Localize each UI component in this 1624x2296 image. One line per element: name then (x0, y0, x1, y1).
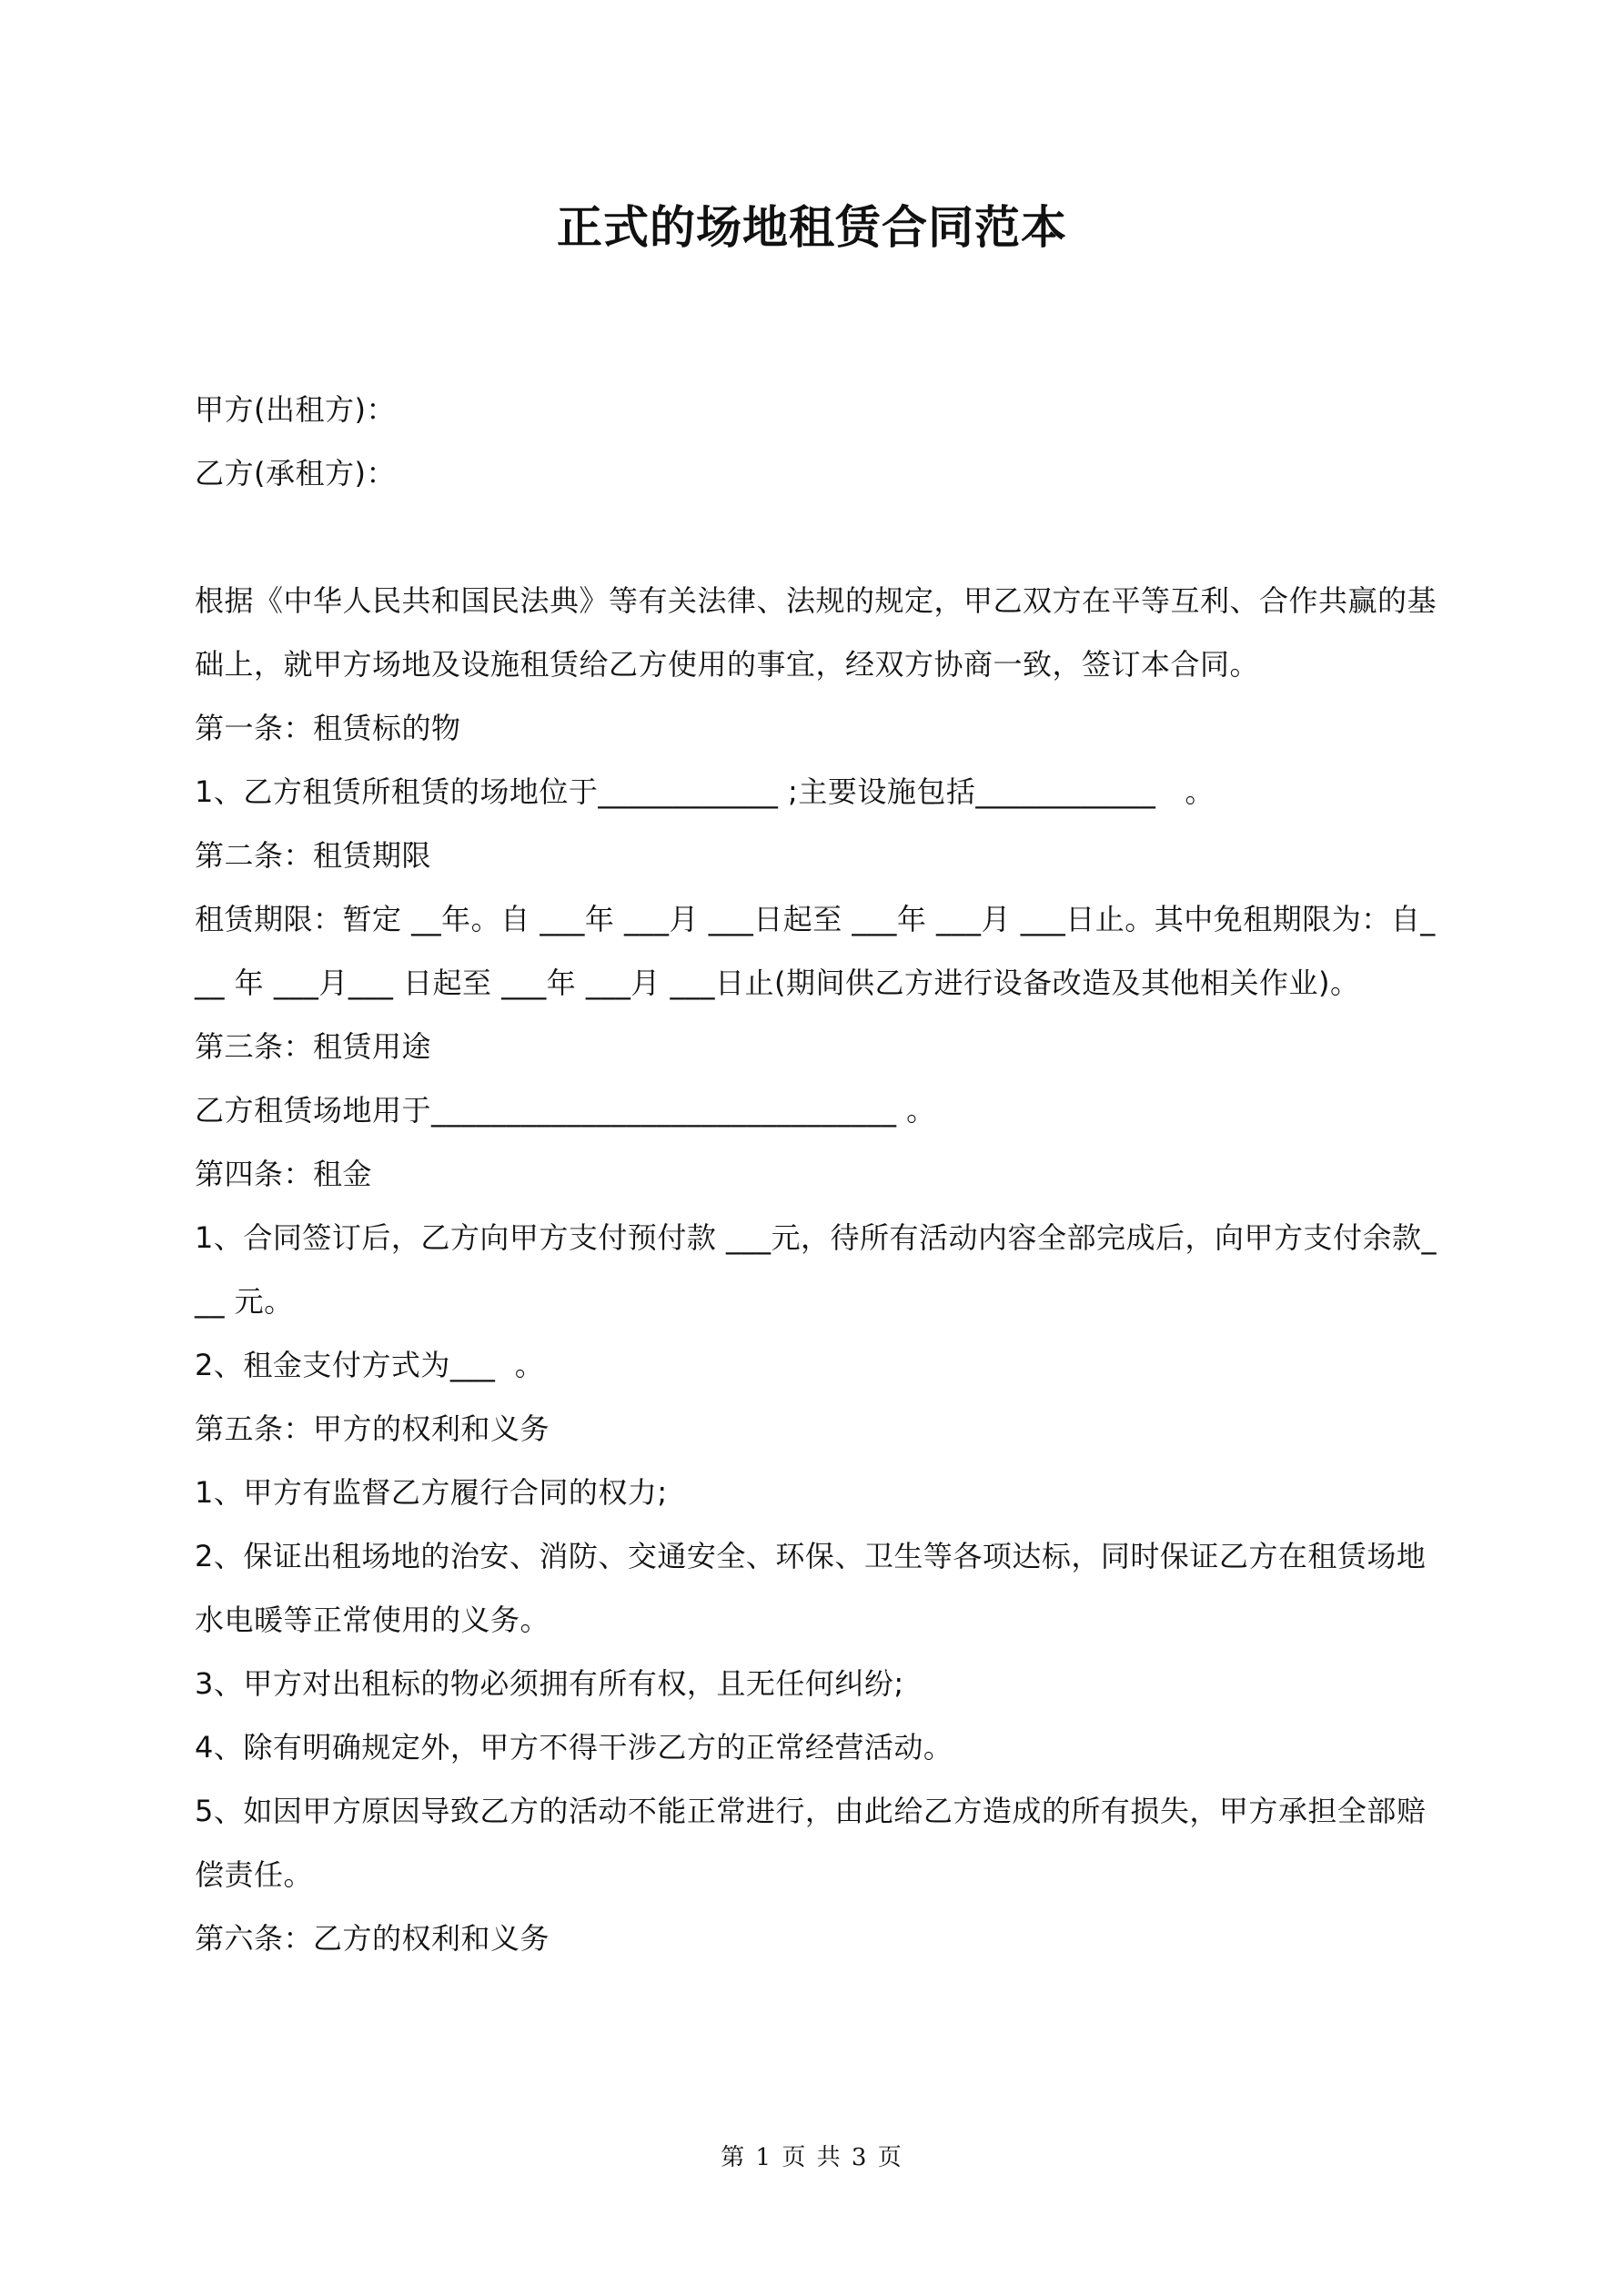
document-body (195, 378, 1443, 1970)
article-1-heading: 第一条：租赁标的物 (195, 711, 461, 745)
party-b-line: 乙方(承租方)： (195, 456, 396, 491)
page-footer: 第 1 页 共 3 页 (721, 2144, 903, 2171)
article-4-item-2: 2、租金支付方式为___ 。 (195, 1348, 545, 1382)
article-5-heading: 第五条：甲方的权利和义务 (195, 1411, 550, 1446)
article-2-heading: 第二条：租赁期限 (195, 838, 432, 873)
article-2-item-1: 租赁期限：暂定 __年。自 ___年 ___月 ___日起至 ___年 ___月 ___日止。其中免租期限为：自___ 年 ___月___ 日起至 ___年 ___月 ___日止(期间供乙方进行设备改造及其他相关作业)。 (195, 902, 1436, 1000)
preamble-paragraph: 根据《中华人民共和国民法典》等有关法律、法规的规定，甲乙双方在平等互利、合作共赢的基础上，就甲方场地及设施租赁给乙方使用的事宜，经双方协商一致，签订本合同。 (195, 583, 1437, 682)
article-4-item-1: 1、合同签订后，乙方向甲方支付预付款 ___元，待所有活动内容全部完成后，向甲方支付余款___ 元。 (195, 1220, 1437, 1319)
spacer (195, 505, 1443, 569)
article-6-heading: 第六条：乙方的权利和义务 (195, 1921, 550, 1956)
document-title: 正式的场地租赁合同范本 (557, 200, 1067, 254)
article-5-item-5: 5、如因甲方原因导致乙方的活动不能正常进行，由此给乙方造成的所有损失，甲方承担全部赔偿责任。 (195, 1794, 1427, 1892)
party-a-line: 甲方(出租方)： (195, 392, 396, 427)
article-3-item-1: 乙方租赁场地用于_______________________________ 。 (195, 1093, 936, 1128)
article-5-item-1: 1、甲方有监督乙方履行合同的权力; (195, 1475, 668, 1510)
article-1-item-1: 1、乙方租赁所租赁的场地位于____________ ;主要设施包括____________ 。 (195, 774, 1215, 809)
article-5-item-2: 2、保证出租场地的治安、消防、交通安全、环保、卫生等各项达标，同时保证乙方在租赁场地水电暖等正常使用的义务。 (195, 1539, 1427, 1637)
article-5-item-4: 4、除有明确规定外，甲方不得干涉乙方的正常经营活动。 (195, 1730, 953, 1765)
article-4-heading: 第四条：租金 (195, 1157, 373, 1191)
article-3-heading: 第三条：租赁用途 (195, 1029, 432, 1064)
article-5-item-3: 3、甲方对出租标的物必须拥有所有权，且无任何纠纷; (195, 1666, 904, 1701)
